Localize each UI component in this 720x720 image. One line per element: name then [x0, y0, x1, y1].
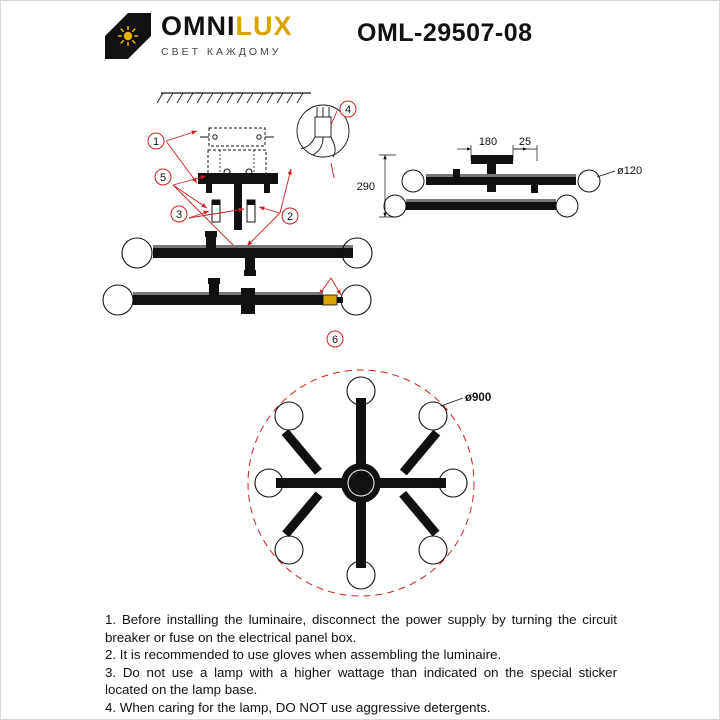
svg-text:4: 4: [344, 104, 352, 116]
svg-text:6: 6: [331, 334, 339, 346]
callout-3: [171, 206, 187, 222]
instructions-list: [105, 611, 617, 716]
omnilux-sun-logo-icon: [105, 13, 151, 59]
brand-name-omni: OMNI: [161, 11, 236, 41]
assembled-fixture-lower: [103, 278, 371, 315]
svg-text:2: 2: [286, 211, 294, 223]
plan-view: [248, 370, 491, 596]
instruction-item-2: 2. It is recommended to use gloves when assembling the luminaire.: [105, 647, 502, 662]
callout-4: [340, 101, 356, 117]
diagram-svg: [1, 73, 720, 603]
callout-6: [327, 331, 343, 347]
svg-text:3: 3: [175, 209, 183, 221]
ceiling-hatching: [157, 93, 311, 103]
brand-name-lux: LUX: [235, 11, 293, 41]
model-code: OML-29507-08: [357, 19, 533, 47]
instruction-item-3: 3. Do not use a lamp with a higher wattage than indicated on the special sticker located on the lamp base.: [105, 664, 617, 697]
brand-wordmark: [161, 13, 293, 58]
brand-tagline: СВЕТ КАЖДОМУ: [161, 46, 282, 58]
dimensioned-side-view: [357, 136, 642, 217]
svg-text:5: 5: [159, 172, 167, 184]
callout-5: [155, 169, 171, 185]
header: [1, 1, 720, 71]
svg-text:1: 1: [152, 136, 160, 148]
callout-1: [148, 133, 164, 149]
dim-180: 180: [478, 136, 498, 148]
sun-icon: [118, 26, 138, 46]
instruction-item-4: 4. When caring for the lamp, DO NOT use aggressive detergents.: [105, 699, 491, 715]
canopy-plate-part: [198, 169, 278, 230]
dim-25: 25: [518, 136, 532, 148]
dim-globe-diameter: ø120: [617, 165, 643, 177]
dim-overall-diameter: ø900: [465, 392, 492, 404]
dim-290: 290: [356, 181, 375, 193]
brand-logo: [105, 13, 293, 59]
assembled-fixture-upper: [122, 231, 372, 276]
instruction-item-1: 1. Before installing the luminaire, disconnect the power supply by turning the circuit breaker or fuse on the electrical panel box.: [105, 612, 617, 645]
callout-2: [282, 208, 298, 224]
assembly-diagram: [1, 73, 720, 603]
